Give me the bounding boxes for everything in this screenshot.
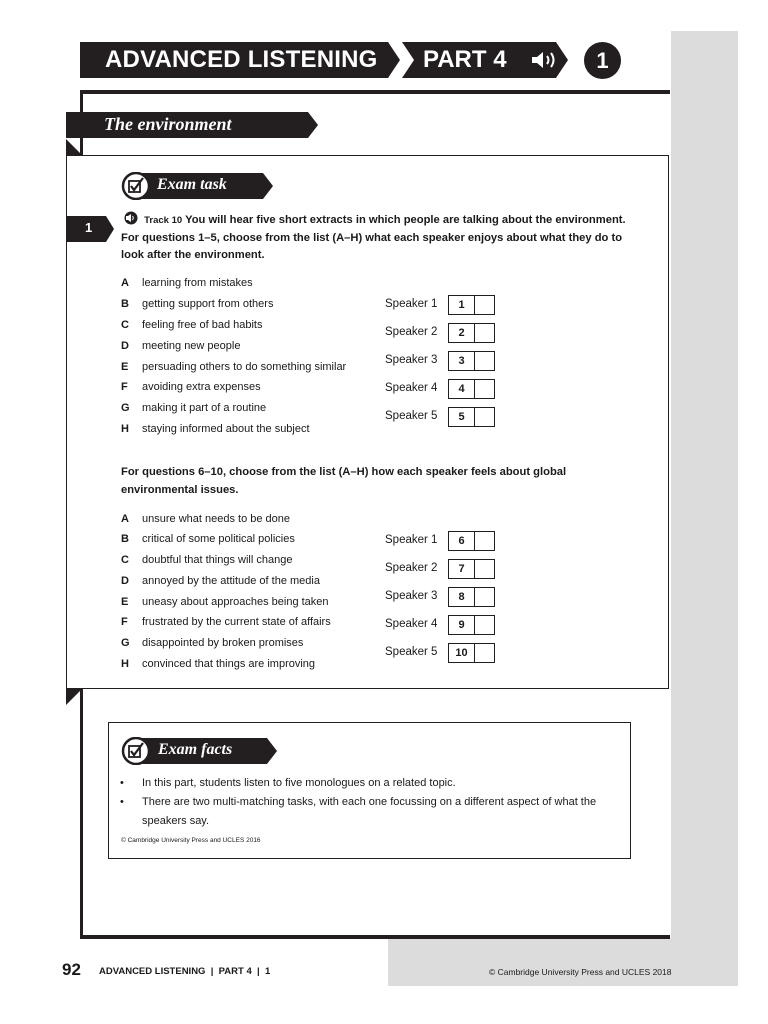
answer-box[interactable] <box>448 379 495 399</box>
answer-box[interactable] <box>448 643 495 663</box>
task2-option: B critical of some political policies <box>121 533 295 545</box>
task2-option: H convinced that things are improving <box>121 658 316 670</box>
unit-number-badge: 1 <box>584 42 621 79</box>
task1-instructions <box>121 211 631 265</box>
page-frame-top <box>80 90 670 94</box>
box-corner-decoration <box>66 139 82 155</box>
task1-intro-text: You will hear five short extracts in which people are talking about the environment. For questions 1–5, choose from the list (A–H) what each speaker enjoys about what they do to look after the environment. <box>121 214 626 261</box>
task1-option: G making it part of a routine <box>121 402 267 414</box>
exam-task-title: Exam task <box>157 176 227 193</box>
answer-box[interactable] <box>448 295 495 315</box>
task2-option: G disappointed by broken promises <box>121 637 304 649</box>
answer-number: 6 <box>449 532 475 550</box>
speaker-label: Speaker 4 <box>385 382 438 394</box>
page-number: 92 <box>62 960 81 979</box>
speaker-icon <box>121 211 141 225</box>
task1-option: C feeling free of bad habits <box>121 319 263 331</box>
answer-number: 5 <box>449 408 475 426</box>
footer-label: ADVANCED LISTENING | PART 4 | 1 <box>99 966 271 977</box>
speaker-label: Speaker 1 <box>385 534 438 546</box>
task1-option: F avoiding extra expenses <box>121 381 261 393</box>
answer-number: 9 <box>449 616 475 634</box>
answer-box[interactable] <box>448 559 495 579</box>
answer-number: 3 <box>449 352 475 370</box>
answer-box[interactable] <box>448 531 495 551</box>
task1-option: E persuading others to do something similar <box>121 361 347 373</box>
task2-instructions: For questions 6–10, choose from the list (A–H) how each speaker feels about global environmental issues. <box>121 466 567 496</box>
header-title: ADVANCED LISTENING <box>105 46 378 73</box>
box-corner-decoration <box>66 689 82 705</box>
task2-option: E uneasy about approaches being taken <box>121 596 329 608</box>
page-margin-shade <box>671 31 738 986</box>
answer-number: 10 <box>449 644 475 662</box>
exam-facts-title: Exam facts <box>158 741 233 758</box>
speaker-label: Speaker 1 <box>385 298 438 310</box>
task1-option: D meeting new people <box>121 340 241 352</box>
task2-option: C doubtful that things will change <box>121 554 293 566</box>
task2-option: A unsure what needs to be done <box>121 513 291 525</box>
bullet-icon: • <box>120 777 124 789</box>
answer-number: 2 <box>449 324 475 342</box>
task2-option: F frustrated by the current state of affairs <box>121 616 331 628</box>
answer-number: 4 <box>449 380 475 398</box>
answer-number: 8 <box>449 588 475 606</box>
footer-shade <box>388 938 738 986</box>
task1-option: H staying informed about the subject <box>121 423 310 435</box>
answer-box[interactable] <box>448 407 495 427</box>
task2-option: D annoyed by the attitude of the media <box>121 575 320 587</box>
task1-option: B getting support from others <box>121 298 274 310</box>
footer-copyright: © Cambridge University Press and UCLES 2018 <box>489 967 672 977</box>
answer-number: 7 <box>449 560 475 578</box>
speaker-label: Speaker 5 <box>385 410 438 422</box>
speaker-label: Speaker 4 <box>385 618 438 630</box>
speaker-label: Speaker 2 <box>385 326 438 338</box>
speaker-label: Speaker 5 <box>385 646 438 658</box>
audio-icon <box>530 50 560 70</box>
task1-option: A learning from mistakes <box>121 277 253 289</box>
page-frame-bottom <box>80 935 670 939</box>
answer-number: 1 <box>449 296 475 314</box>
speaker-label: Speaker 2 <box>385 562 438 574</box>
fact-bullet: • There are two multi-matching tasks, with each one focussing on a different aspect of what the speakers say. <box>120 793 610 831</box>
speaker-label: Speaker 3 <box>385 590 438 602</box>
fact-bullet: • In this part, students listen to five monologues on a related topic. <box>120 774 610 793</box>
bullet-icon: • <box>120 796 124 808</box>
speaker-label: Speaker 3 <box>385 354 438 366</box>
track-label: Track 10 <box>144 215 183 226</box>
facts-copyright: © Cambridge University Press and UCLES 2016 <box>121 837 261 844</box>
answer-box[interactable] <box>448 615 495 635</box>
section-title: The environment <box>104 114 232 134</box>
question-marker-number: 1 <box>85 220 93 235</box>
answer-box[interactable] <box>448 587 495 607</box>
answer-box[interactable] <box>448 351 495 371</box>
answer-box[interactable] <box>448 323 495 343</box>
header-part: PART 4 <box>423 46 507 73</box>
